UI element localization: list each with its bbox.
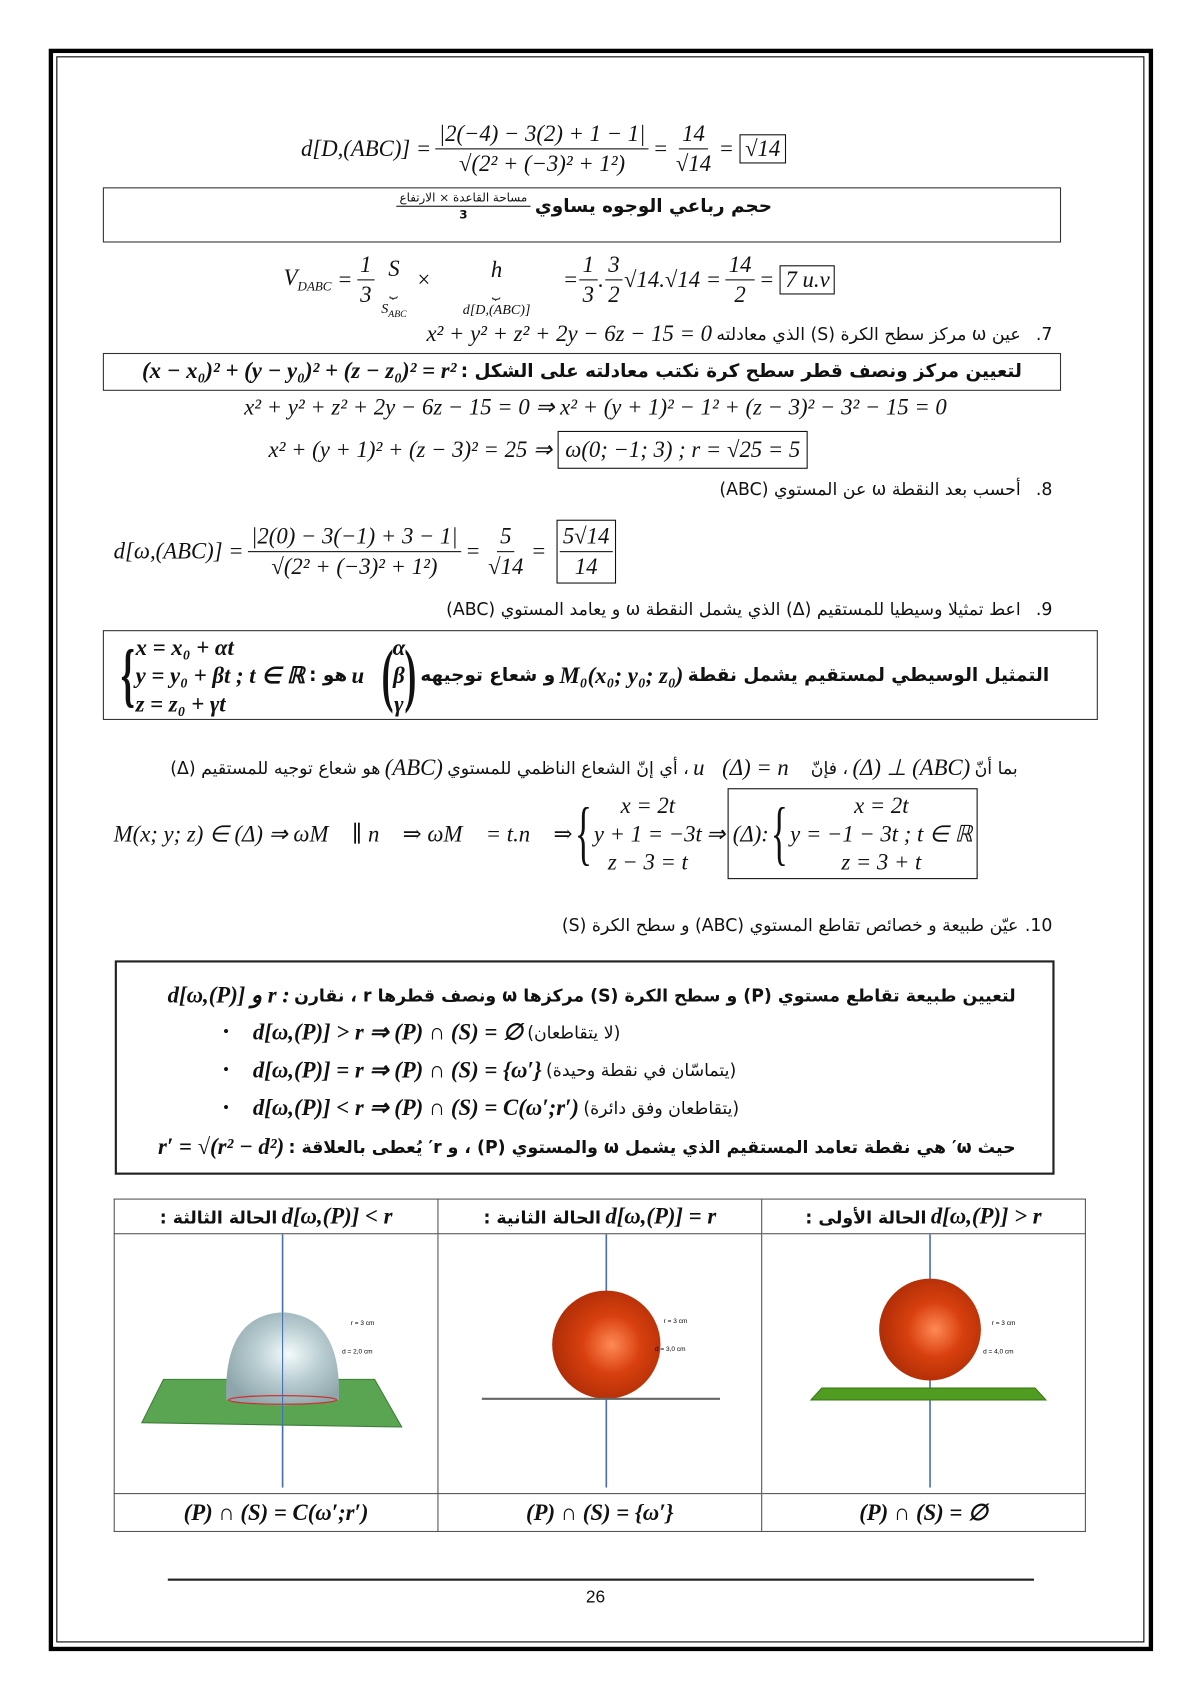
numerator: |2(−4) − 3(2) + 1 − 1| [436, 120, 649, 149]
boxed-result: (Δ): { x = 2t y = −1 − 3t ; t ∈ ℝ z = 3 + t [727, 788, 978, 879]
cases-table [114, 1199, 1086, 1532]
question-10: 10. عيّن طبيعة و خصائص تقاطع المستوي (ABC) و سطح الكرة (S) [561, 914, 1053, 936]
rule-text: حجم رباعي الوجوه يساوي [534, 195, 772, 218]
boxed-result: ω(0; −1; 3) ; r = √25 = 5 [558, 431, 808, 469]
svg-text:d = 2,0 cm: d = 2,0 cm [342, 1348, 373, 1356]
denominator: 3 [459, 207, 468, 222]
equation-sphere-2: x² + (y + 1)² + (z − 3)² = 25 ⇒ ω(0; −1; 3) ; r = √25 = 5 [269, 431, 808, 469]
header-case-2: الحالة الثانية : d[ω,(P)] = r [438, 1199, 762, 1234]
svg-text:d = 4,0 cm: d = 4,0 cm [983, 1348, 1014, 1356]
svg-text:d = 3,0 cm: d = 3,0 cm [655, 1346, 686, 1354]
boxed-result: 7 u.v [780, 265, 835, 294]
lhs: d[D,(ABC)] = [300, 134, 432, 161]
bullet-item: • d[ω,(P)] < r ⇒ (P) ∩ (S) = C(ω′;r′) (يتقاطعان وفق دائرة) [223, 1094, 740, 1121]
rule-box-volume [103, 187, 1061, 242]
result-case-2: (P) ∩ (S) = {ω′} [438, 1494, 762, 1532]
line-perpendicular: بما أنّ (Δ) ⊥ (ABC) ، فإنّ u⃗(Δ) = n⃗ ، أي إنّ الشعاع الناظمي للمستوي (ABC) هو شعاع توجيه للمستقيم (Δ) [170, 754, 1018, 781]
boxed-result: √14 [740, 134, 786, 163]
boxed-result: $\frac{5√14}{14}$ [556, 519, 616, 583]
fraction [673, 120, 715, 177]
header-case-1: الحالة الأولى : d[ω,(P)] > r [762, 1199, 1086, 1234]
rule-box-sphere: لتعيين مركز ونصف قطر سطح كرة نكتب معادلته على الشكل : (x − x₀)² + (y − y₀)² + (z − z₀)² = r² [103, 353, 1061, 391]
bullet-item: • d[ω,(P)] > r ⇒ (P) ∩ (S) = ∅ (لا يتقاطعان) [223, 1018, 621, 1045]
figure-case-1 [762, 1234, 1086, 1494]
rule-box-intersection: لتعيين طبيعة تقاطع مستوي (P) و سطح الكرة (S) مركزها ω ونصف قطرها r ، نقارن d[ω,(P)] و r : • d[ω,(P)] > r ⇒ (P) ∩ (S) = ∅ (لا يتقاطعان) • d[ω,(P)] = r ⇒ (P) ∩ (S) = {ω′} (يتماسّان في نقطة وحيدة) • d[ω,(P)] < r ⇒ (P) ∩ (S) = C(ω′;r′) (يتقاطعان وفق دائرة) حيث ω′ هي نقطة تعامد المستقيم الذي يشمل ω والمستوي (P) ، و r′ يُعطى بالعلاقة : r′ = √(r² − d²) [115, 960, 1055, 1174]
equation-sphere-1: x² + y² + z² + 2y − 6z − 15 = 0 ⇒ x² + (y + 1)² − 1² + (z − 3)² − 3² − 15 = 0 [244, 394, 947, 421]
figure-case-3 [114, 1234, 438, 1494]
denominator: √14 [675, 149, 712, 176]
question-7: 7. عين ω مركز سطح الكرة (S) الذي معادلته x² + y² + z² + 2y − 6z − 15 = 0 [426, 320, 1053, 347]
bullet-item: • d[ω,(P)] = r ⇒ (P) ∩ (S) = {ω′} (يتماسّان في نقطة وحيدة) [223, 1056, 737, 1083]
rule-box-parametric: التمثيل الوسيطي لمستقيم يشمل نقطة M₀(x₀; y₀; z₀) و شعاع توجيهه ( α β γ ) u⃗ هو : { x = x₀ + αt y = y₀ + βt ; t ∈ ℝ z = z₀ + γt [103, 630, 1098, 720]
equation-distance-D: d[D,(ABC)] = $\frac{|2(-4) - 3(2) + 1 - 1|}{\text{√(2² + (−3)² + 1²)}}$ = $\frac{14}{√14}$ = √14 [301, 113, 786, 184]
equation-distance-w: d[ω,(ABC)] = $\frac{|2(0) - 3(-1) + 3 - 1|}{\text{√(2² + (−3)² + 1²)}}$ = $\frac{5}{√14}$ = $\frac{5√14}{14}$ [114, 513, 621, 589]
fraction [396, 191, 530, 222]
numerator: مساحة القاعدة × الارتفاع [396, 191, 530, 207]
svg-text:r = 3 cm: r = 3 cm [663, 1318, 688, 1326]
question-8: 8. أحسب بعد النقطة ω عن المستوي (ABC) [719, 478, 1053, 500]
equation-volume: $V_{DABC}$ = $\frac{1}{3}$ S ⏟ $S_{ABC}$ × h ⏟ d[D,(ABC)] = $\frac{1}{3}$ . $\frac{3}{2}$ √14.√14 = $\frac{14}{2}$ = 7 u.v [284, 245, 835, 314]
header-case-3: الحالة الثالثة : d[ω,(P)] < r [114, 1199, 438, 1234]
figure-case-2 [438, 1234, 762, 1494]
svg-text:r = 3 cm: r = 3 cm [350, 1320, 375, 1328]
page-number: 26 [585, 1588, 606, 1607]
result-case-3: (P) ∩ (S) = C(ω′;r′) [114, 1494, 438, 1532]
question-9: 9. اعط تمثيلا وسيطيا للمستقيم (Δ) الذي يشمل النقطة ω و يعامد المستوي (ABC) [446, 598, 1053, 620]
fraction [436, 120, 649, 177]
numerator: 14 [679, 120, 708, 149]
svg-text:r = 3 cm: r = 3 cm [991, 1320, 1016, 1328]
denominator: √(2² + (−3)² + 1²) [459, 149, 626, 176]
footer-divider [168, 1579, 1034, 1581]
result-case-1: (P) ∩ (S) = ∅ [762, 1494, 1086, 1532]
equation-parametric: M(x; y; z) ∈ (Δ) ⇒ ωM⃗ ∥ n⃗ ⇒ ωM⃗ = t.n⃗ ⇒ { x = 2t y + 1 = −3t z − 3 = t ⇒ (Δ): { x = 2t y = −1 − 3t ; t ∈ ℝ z = 3 + t [114, 790, 978, 877]
